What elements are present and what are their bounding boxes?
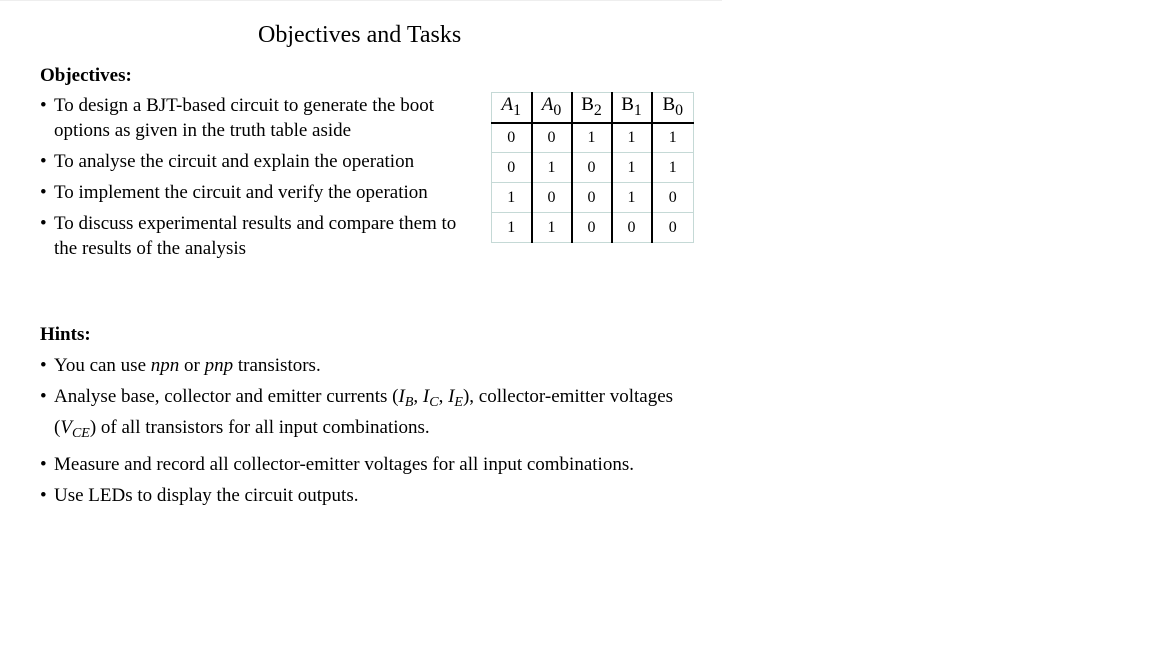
- page-title: Objectives and Tasks: [258, 22, 462, 48]
- table-cell: 1: [532, 153, 572, 183]
- header-b1: $B_1$: [612, 93, 652, 123]
- table-cell: 1: [492, 213, 532, 243]
- table-cell: 0: [652, 213, 694, 243]
- header-a0: $A_0$: [532, 93, 572, 123]
- table-row: [492, 123, 694, 153]
- table-cell: 1: [612, 123, 652, 153]
- header-b0: $B_0$: [652, 93, 694, 123]
- table-cell: 1: [612, 183, 652, 213]
- table-cell: 0: [532, 183, 572, 213]
- objectives-list: [40, 93, 480, 267]
- truth-table: [491, 92, 694, 243]
- table-cell: 0: [572, 183, 612, 213]
- table-cell: 0: [652, 183, 694, 213]
- table-cell: 0: [612, 213, 652, 243]
- header-b2: $B_2$: [572, 93, 612, 123]
- table-cell: 0: [572, 213, 612, 243]
- objectives-heading: Objectives:: [40, 65, 132, 86]
- table-row: [492, 153, 694, 183]
- table-cell: 0: [572, 153, 612, 183]
- table-cell: 1: [492, 183, 532, 213]
- objective-item: • To analyse the circuit and explain the operation: [40, 149, 480, 174]
- table-cell: 0: [532, 123, 572, 153]
- table-cell: 0: [492, 153, 532, 183]
- table-cell: 1: [652, 123, 694, 153]
- hint-item: • You can use npn or pnp transistors.: [40, 353, 700, 378]
- objective-item: • To design a BJT-based circuit to generate the boot options as given in the truth table aside: [40, 93, 480, 143]
- top-divider: [0, 0, 722, 1]
- hint-item: • Measure and record all collector-emitter voltages for all input combinations.: [40, 452, 700, 477]
- table-cell: 1: [572, 123, 612, 153]
- objective-item: • To discuss experimental results and compare them to the results of the analysis: [40, 211, 480, 261]
- hints-heading: Hints:: [40, 324, 91, 345]
- table-row: [492, 213, 694, 243]
- table-row: [492, 183, 694, 213]
- table-cell: 1: [612, 153, 652, 183]
- objective-item: • To implement the circuit and verify the operation: [40, 180, 480, 205]
- table-cell: 1: [652, 153, 694, 183]
- table-cell: 1: [532, 213, 572, 243]
- hint-item: • Use LEDs to display the circuit outputs.: [40, 483, 700, 508]
- table-cell: 0: [492, 123, 532, 153]
- hint-item: • Analyse base, collector and emitter currents ($I_B$, $I_C$, $I_E$), collector-emitter voltages $(V_{CE})$ of all transistors for all input combinations.: [40, 384, 700, 446]
- hints-list: [40, 353, 700, 514]
- header-a1: $A_1$: [492, 93, 532, 123]
- truth-table-header-row: [492, 93, 694, 123]
